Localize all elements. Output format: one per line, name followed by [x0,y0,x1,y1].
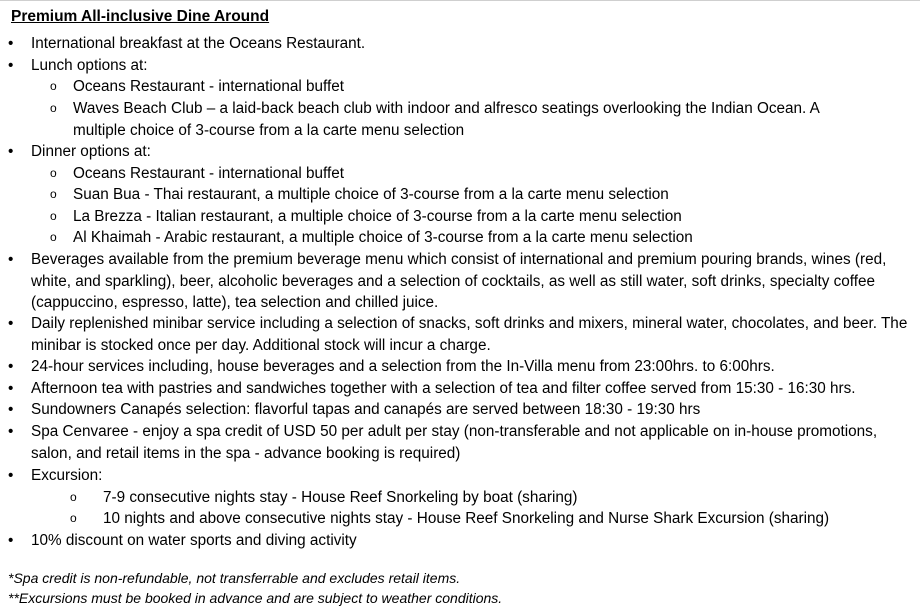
sub-bullet-icon: o [50,230,57,244]
sub-bullet-icon: o [50,166,57,180]
sub-list-item: Suan Bua - Thai restaurant, a multiple choice of 3-course from a la carte menu selection [73,186,669,203]
bullet-icon: • [8,35,14,52]
list-item: Excursion: [31,467,103,484]
sub-bullet-icon: o [50,209,57,223]
sub-bullet-icon: o [50,101,57,115]
list-item: Beverages available from the premium beverage menu which consist of international and premium pouring brands, wines (red, white, and sparkling), beer, alcoholic beverages and a selection of cocktails, as well as still water, soft drinks, specialty coffee (cappuccino, espresso, latte), tea selection and chilled juice. [31,251,887,312]
list-item: International breakfast at the Oceans Restaurant. [31,35,366,52]
list-item: Lunch options at: [31,57,148,74]
sub-bullet-icon: o [70,511,77,525]
bullet-icon: • [8,358,14,375]
sub-bullet-icon: o [50,187,57,201]
top-rule [0,0,920,1]
footnote-spa: *Spa credit is non-refundable, not transferrable and excludes retail items. [8,570,461,586]
page-title: Premium All-inclusive Dine Around [11,8,270,25]
footnote-excursions: **Excursions must be booked in advance and are subject to weather conditions. [8,590,503,606]
sub-bullet-icon: o [70,490,77,504]
bullet-icon: • [8,57,14,74]
sub-list-item: Waves Beach Club – a laid-back beach club with indoor and alfresco seatings overlooking the Indian Ocean. A multiple choice of 3-course from a la carte menu selection [73,100,820,139]
list-item: Afternoon tea with pastries and sandwiches together with a selection of tea and filter coffee served from 15:30 - 16:30 hrs. [31,380,856,397]
list-item: Dinner options at: [31,143,151,160]
sub-list-item: 7-9 consecutive nights stay - House Reef Snorkeling by boat (sharing) [103,489,578,506]
sub-list-item: Al Khaimah - Arabic restaurant, a multiple choice of 3-course from a la carte menu selection [73,229,693,246]
list-item: 24-hour services including, house beverages and a selection from the In-Villa menu from 23:00hrs. to 6:00hrs. [31,358,775,375]
list-item: Spa Cenvaree - enjoy a spa credit of USD 50 per adult per stay (non-transferable and not applicable on in-house promotions, salon, and retail items in the spa - advance booking is required) [31,423,878,462]
list-item: 10% discount on water sports and diving activity [31,532,357,549]
sub-list-item: La Brezza - Italian restaurant, a multiple choice of 3-course from a la carte menu selection [73,208,682,225]
sub-list-item: Oceans Restaurant - international buffet [73,78,344,95]
sub-list-item: Oceans Restaurant - international buffet [73,165,344,182]
sub-bullet-icon: o [50,79,57,93]
bullet-icon: • [8,143,14,160]
bullet-icon: • [8,251,14,268]
bullet-icon: • [8,315,14,332]
sub-list-item: 10 nights and above consecutive nights stay - House Reef Snorkeling and Nurse Shark Excursion (sharing) [103,510,830,527]
bullet-icon: • [8,380,14,397]
bullet-icon: • [8,423,14,440]
list-item: Daily replenished minibar service including a selection of snacks, soft drinks and mixers, mineral water, chocolates, and beer. The minibar is stocked once per day. Additional stock will incur a charge. [31,315,908,354]
bullet-icon: • [8,401,14,418]
list-item: Sundowners Canapés selection: flavorful tapas and canapés are served between 18:30 - 19:30 hrs [31,401,701,418]
bullet-icon: • [8,467,14,484]
bullet-icon: • [8,532,14,549]
